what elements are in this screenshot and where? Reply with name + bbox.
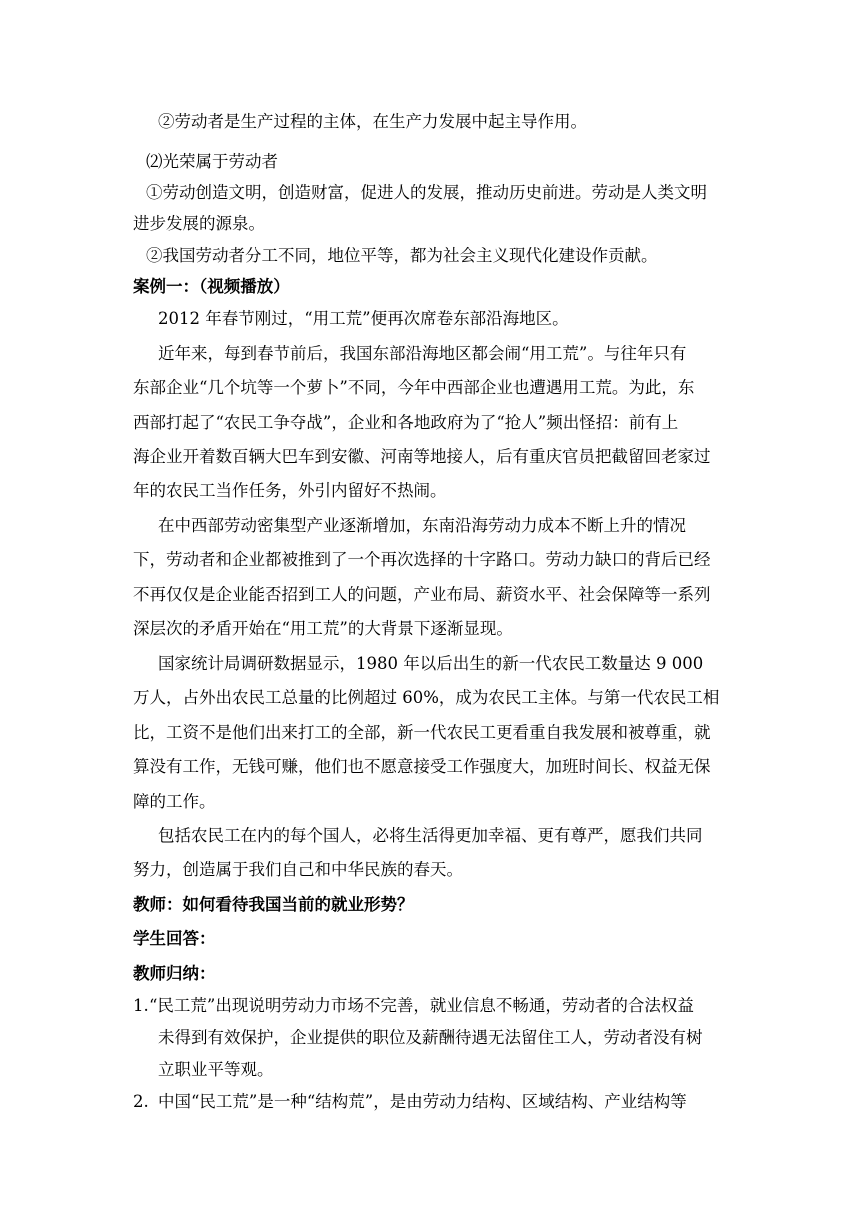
list-item-text: 未得到有效保护，企业提供的职位及薪酬待遇无法留住工人，劳动者没有树 <box>158 1028 703 1047</box>
list-number: 2. <box>133 1092 149 1111</box>
text-line: 在中西部劳动密集型产业逐渐增加，东南沿海劳动力成本不断上升的情况 <box>158 516 686 535</box>
text-line: 努力，创造属于我们自己和中华民族的春天。 <box>133 860 463 879</box>
list-item-text: 中国“民工荒”是一种“结构荒”，是由劳动力结构、区域结构、产业结构等 <box>158 1092 687 1111</box>
text-line: ②劳动者是生产过程的主体，在生产力发展中起主导作用。 <box>158 112 587 131</box>
text-line: 不再仅仅是企业能否招到工人的问题，产业布局、薪资水平、社会保障等一系列 <box>133 585 711 604</box>
text-line: 东部企业“几个坑等一个萝卜”不同，今年中西部企业也遭遇用工荒。为此，东 <box>133 378 695 397</box>
list-item-text: 立职业平等观。 <box>158 1060 274 1079</box>
text-line: 年的农民工当作任务，外引内留好不热闹。 <box>133 481 447 500</box>
text-line: 2012 年春节刚过，“用工荒”便再次席卷东部沿海地区。 <box>158 309 569 328</box>
text-line: 海企业开着数百辆大巴车到安徽、河南等地接人，后有重庆官员把截留回老家过 <box>133 447 711 466</box>
list-number: 1. <box>133 996 149 1015</box>
text-line: 万人，占外出农民工总量的比例超过 60%，成为农民工主体。与第一代农民工相 <box>133 688 720 707</box>
text-line: 下，劳动者和企业都被推到了一个再次选择的十字路口。劳动力缺口的背后已经 <box>133 550 711 569</box>
text-line: ②我国劳动者分工不同，地位平等，都为社会主义现代化建设作贡献。 <box>146 246 658 265</box>
text-line: 深层次的矛盾开始在“用工荒”的大背景下逐渐显现。 <box>133 619 513 638</box>
text-line: 障的工作。 <box>133 792 216 811</box>
text-line: ①劳动创造文明，创造财富，促进人的发展，推动历史前进。劳动是人类文明 <box>146 183 707 202</box>
list-item-text: “民工荒”出现说明劳动力市场不完善，就业信息不畅通，劳动者的合法权益 <box>149 996 694 1015</box>
text-line: 近年来，每到春节前后，我国东部沿海地区都会闹“用工荒”。与往年只有 <box>158 344 687 363</box>
section-heading: 案例一：（视频播放） <box>133 277 290 296</box>
text-line: 国家统计局调研数据显示，1980 年以后出生的新一代农民工数量达 9 000 <box>158 654 704 673</box>
teacher-question: 教师：如何看待我国当前的就业形势？ <box>133 895 414 914</box>
text-line: 包括农民工在内的每个国人，必将生活得更加幸福、更有尊严，愿我们共同 <box>158 826 703 845</box>
text-line: 比，工资不是他们出来打工的全部，新一代农民工更看重自我发展和被尊重，就 <box>133 723 711 742</box>
text-line: 算没有工作，无钱可赚，他们也不愿意接受工作强度大，加班时间长、权益无保 <box>133 757 711 776</box>
text-line: 进步发展的源泉。 <box>133 214 265 233</box>
student-answer-label: 学生回答： <box>133 929 216 948</box>
text-line: 西部打起了“农民工争夺战”，企业和各地政府为了“抢人”频出怪招：前有上 <box>133 413 679 432</box>
text-line: ⑵光荣属于劳动者 <box>146 152 278 171</box>
teacher-summary-label: 教师归纳： <box>133 964 216 983</box>
